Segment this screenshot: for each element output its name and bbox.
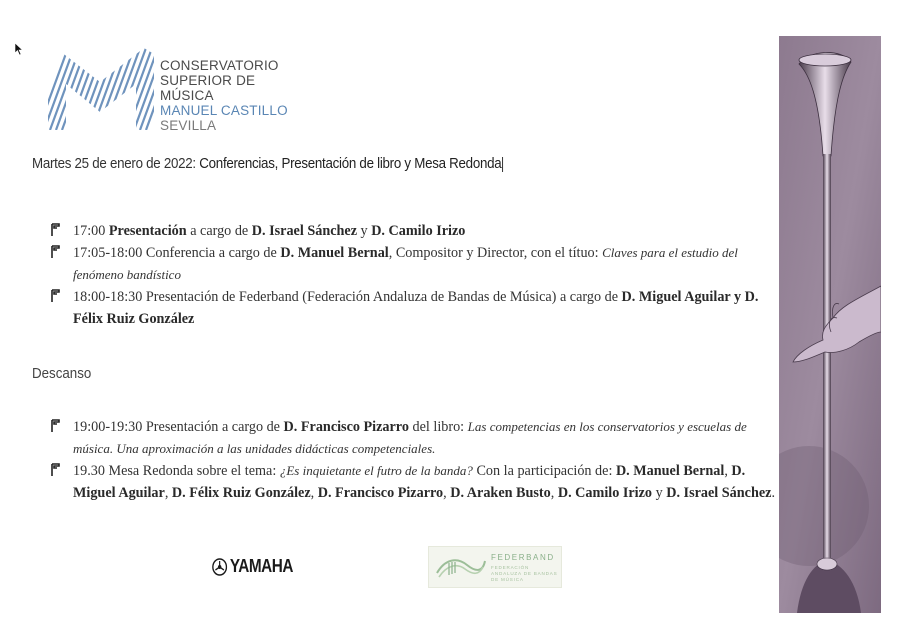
federband-wave-icon bbox=[435, 553, 487, 581]
list-item: 17:00 Presentación a cargo de D. Israel Sánchez y D. Camilo Irizo bbox=[50, 220, 775, 242]
federband-logo bbox=[428, 546, 562, 588]
conservatory-logo bbox=[48, 48, 308, 133]
text-caret bbox=[502, 157, 503, 172]
yamaha-logo bbox=[212, 556, 293, 577]
program-list-session-2 bbox=[50, 416, 775, 504]
list-item: 19:00-19:30 Presentación a cargo de D. Francisco Pizarro del libro: Las competencias en los conservatorios y escuelas de música. Una aproximación a las unidades didácticas competenciales. bbox=[50, 416, 775, 460]
logo-line-1: CONSERVATORIO bbox=[160, 58, 279, 73]
yamaha-tuning-forks-icon bbox=[212, 558, 227, 576]
program-list-session-1 bbox=[50, 220, 775, 330]
event-date-heading[interactable] bbox=[32, 156, 503, 172]
list-item: 19.30 Mesa Redonda sobre el tema: ¿Es inquietante el futro de la banda? Con la participación de: D. Manuel Bernal, D. Miguel Aguilar, D. Félix Ruiz González, D. Francisco Pizarro, D. Araken Busto, D. Camilo Irizo y D. Israel Sánchez. bbox=[50, 460, 775, 504]
logo-line-3: MANUEL CASTILLO bbox=[160, 103, 288, 118]
logo-line-4: SEVILLA bbox=[160, 118, 217, 133]
music-flag-icon bbox=[50, 223, 62, 237]
yamaha-wordmark: YAMAHA bbox=[229, 556, 294, 576]
logo-line-2: SUPERIOR DE MÚSICA bbox=[160, 73, 256, 103]
federband-subtitle: FEDERACIÓN ANDALUZA DE BANDAS DE MÚSICA bbox=[491, 565, 558, 582]
break-label: Descanso bbox=[32, 366, 92, 382]
mouse-pointer-icon bbox=[14, 42, 24, 56]
list-item: 17:05-18:00 Conferencia a cargo de D. Manuel Bernal, Compositor y Director, con el títuo: Claves para el estudio del fenómeno bandístico bbox=[50, 242, 775, 286]
music-flag-icon bbox=[50, 289, 62, 303]
music-flag-icon bbox=[50, 419, 62, 433]
list-item: 18:00-18:30 Presentación de Federband (Federación Andaluza de Bandas de Música) a cargo de D. Miguel Aguilar y D. Félix Ruiz González bbox=[50, 286, 775, 330]
event-date: Martes 25 de enero de 2022: bbox=[32, 156, 200, 172]
conservatory-name bbox=[160, 58, 308, 133]
conservatory-m-emblem-icon bbox=[48, 48, 154, 130]
trumpet-hand-photo bbox=[779, 36, 881, 613]
federband-wordmark: FEDERBAND bbox=[491, 553, 555, 562]
event-topics: Conferencias, Presentación de libro y Mesa Redonda bbox=[199, 156, 502, 172]
music-flag-icon bbox=[50, 245, 62, 259]
music-flag-icon bbox=[50, 463, 62, 477]
